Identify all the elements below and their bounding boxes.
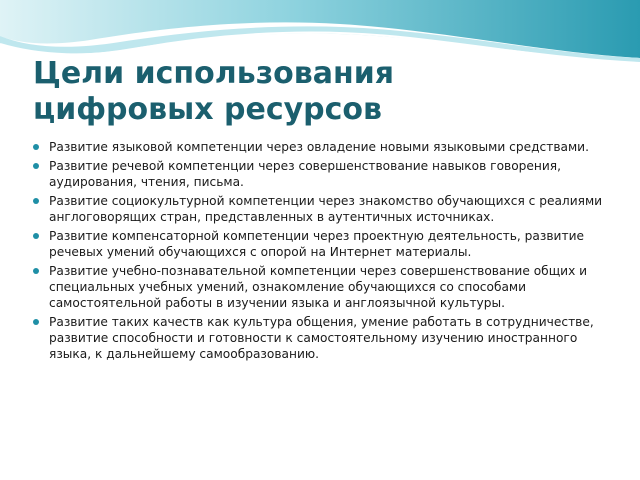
goal-item-text: Развитие компенсаторной компетенции через проектную деятельность, развитие речевых умений обучающихся с опорой на Интернет материалы.	[49, 229, 584, 259]
goal-item-text: Развитие социокультурной компетенции через знакомство обучающихся с реалиями англоговорящих стран, представленных в аутентичных источниках.	[49, 194, 603, 224]
bullet-dot-icon	[33, 163, 39, 169]
goal-item-text: Развитие языковой компетенции через овладение новыми языковыми средствами.	[49, 140, 589, 154]
goal-item-personal-qualities	[33, 314, 608, 362]
slide-title-line-2: цифровых ресурсов	[33, 92, 383, 127]
bullet-dot-icon	[33, 233, 39, 239]
goal-item-text: Развитие учебно-познавательной компетенции через совершенствование общих и специальных учебных умений, ознакомление обучающихся со способами самостоятельной работы в изучении языка и англоязычной культуры.	[49, 264, 588, 310]
goal-item-compensatory-competence	[33, 228, 608, 260]
goal-item-learning-competence	[33, 263, 608, 311]
goal-item-text: Развитие речевой компетенции через совершенствование навыков говорения, аудирования, чтения, письма.	[49, 159, 561, 189]
goal-item-sociocultural-competence	[33, 193, 608, 225]
goals-list	[33, 139, 608, 365]
bullet-dot-icon	[33, 198, 39, 204]
bullet-dot-icon	[33, 144, 39, 150]
goal-item-language-competence	[33, 139, 608, 155]
goal-item-speech-competence	[33, 158, 608, 190]
goal-item-text: Развитие таких качеств как культура общения, умение работать в сотрудничестве, развитие способности и готовности к самостоятельному изучению иностранного языка, к дальнейшему самообразованию.	[49, 315, 594, 361]
slide-title-line-1: Цели использования	[33, 56, 394, 91]
bullet-dot-icon	[33, 319, 39, 325]
bullet-dot-icon	[33, 268, 39, 274]
slide-title	[33, 56, 394, 128]
